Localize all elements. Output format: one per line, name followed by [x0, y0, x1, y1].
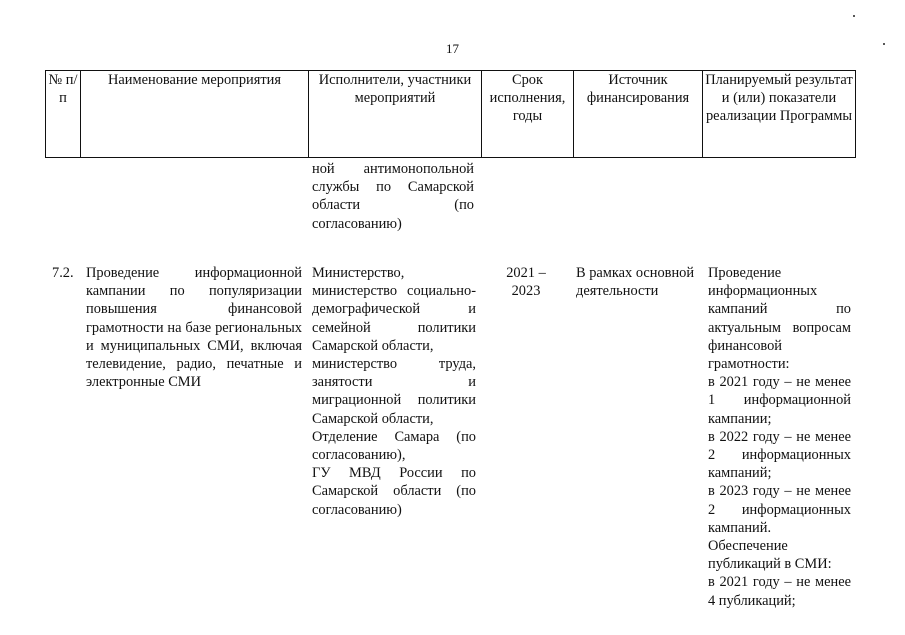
result-item: в 2023 году – не менее 2 информационных кампаний.	[708, 483, 851, 536]
result-item: в 2021 году – не менее 4 публикаций;	[708, 574, 851, 609]
col-result-header: Планируемый результат и (или) показатели реализации Программы	[703, 71, 856, 158]
period: 2021 – 2023	[506, 265, 546, 300]
col-funding-header: Источник финансирования	[574, 71, 703, 158]
result-item: в 2021 году – не менее 1 информационной кампании;	[708, 374, 851, 427]
result-item: Обеспечение публикаций в СМИ:	[708, 538, 832, 573]
result-item: в 2022 году – не менее 2 информационных кампаний;	[708, 428, 851, 482]
col-executors-header: Исполнители, участники мероприятий	[309, 71, 482, 158]
executor-item: ГУ МВД России по Самарской области (по согласованию)	[312, 465, 476, 518]
col-number-header: № п/п	[46, 71, 81, 158]
col-period-header: Срок исполнения, годы	[482, 71, 574, 158]
table-header	[45, 70, 856, 158]
executors-list	[312, 264, 476, 519]
scan-speck	[853, 15, 855, 17]
executor-item: Отделение Самара (по согласованию),	[312, 428, 476, 464]
executors-continuation: ной антимонопольной службы по Самарской области (по согласованию)	[312, 161, 474, 232]
scan-speck	[883, 43, 885, 45]
executor-item: министерство труда, занятости и миграционной политики Самарской области,	[312, 356, 476, 427]
page-number: 17	[446, 41, 459, 56]
row-number: 7.2.	[52, 265, 74, 281]
col-name-header: Наименование мероприятия	[81, 71, 309, 158]
result-list	[708, 264, 851, 610]
executor-item: Министерство, министерство социально-демографической и семейной политики Самарской области,	[312, 265, 476, 354]
funding-source: В рамках основной деятельности	[576, 265, 695, 300]
activity-name: Проведение информационной кампании по популяризации повышения финансовой грамотности на базе региональных и муниципальных СМИ, включая телевидение, радио, печатные и электронные СМИ	[86, 265, 302, 391]
result-item: Проведение информационных кампаний по актуальным вопросам финансовой грамотности:	[708, 265, 851, 373]
